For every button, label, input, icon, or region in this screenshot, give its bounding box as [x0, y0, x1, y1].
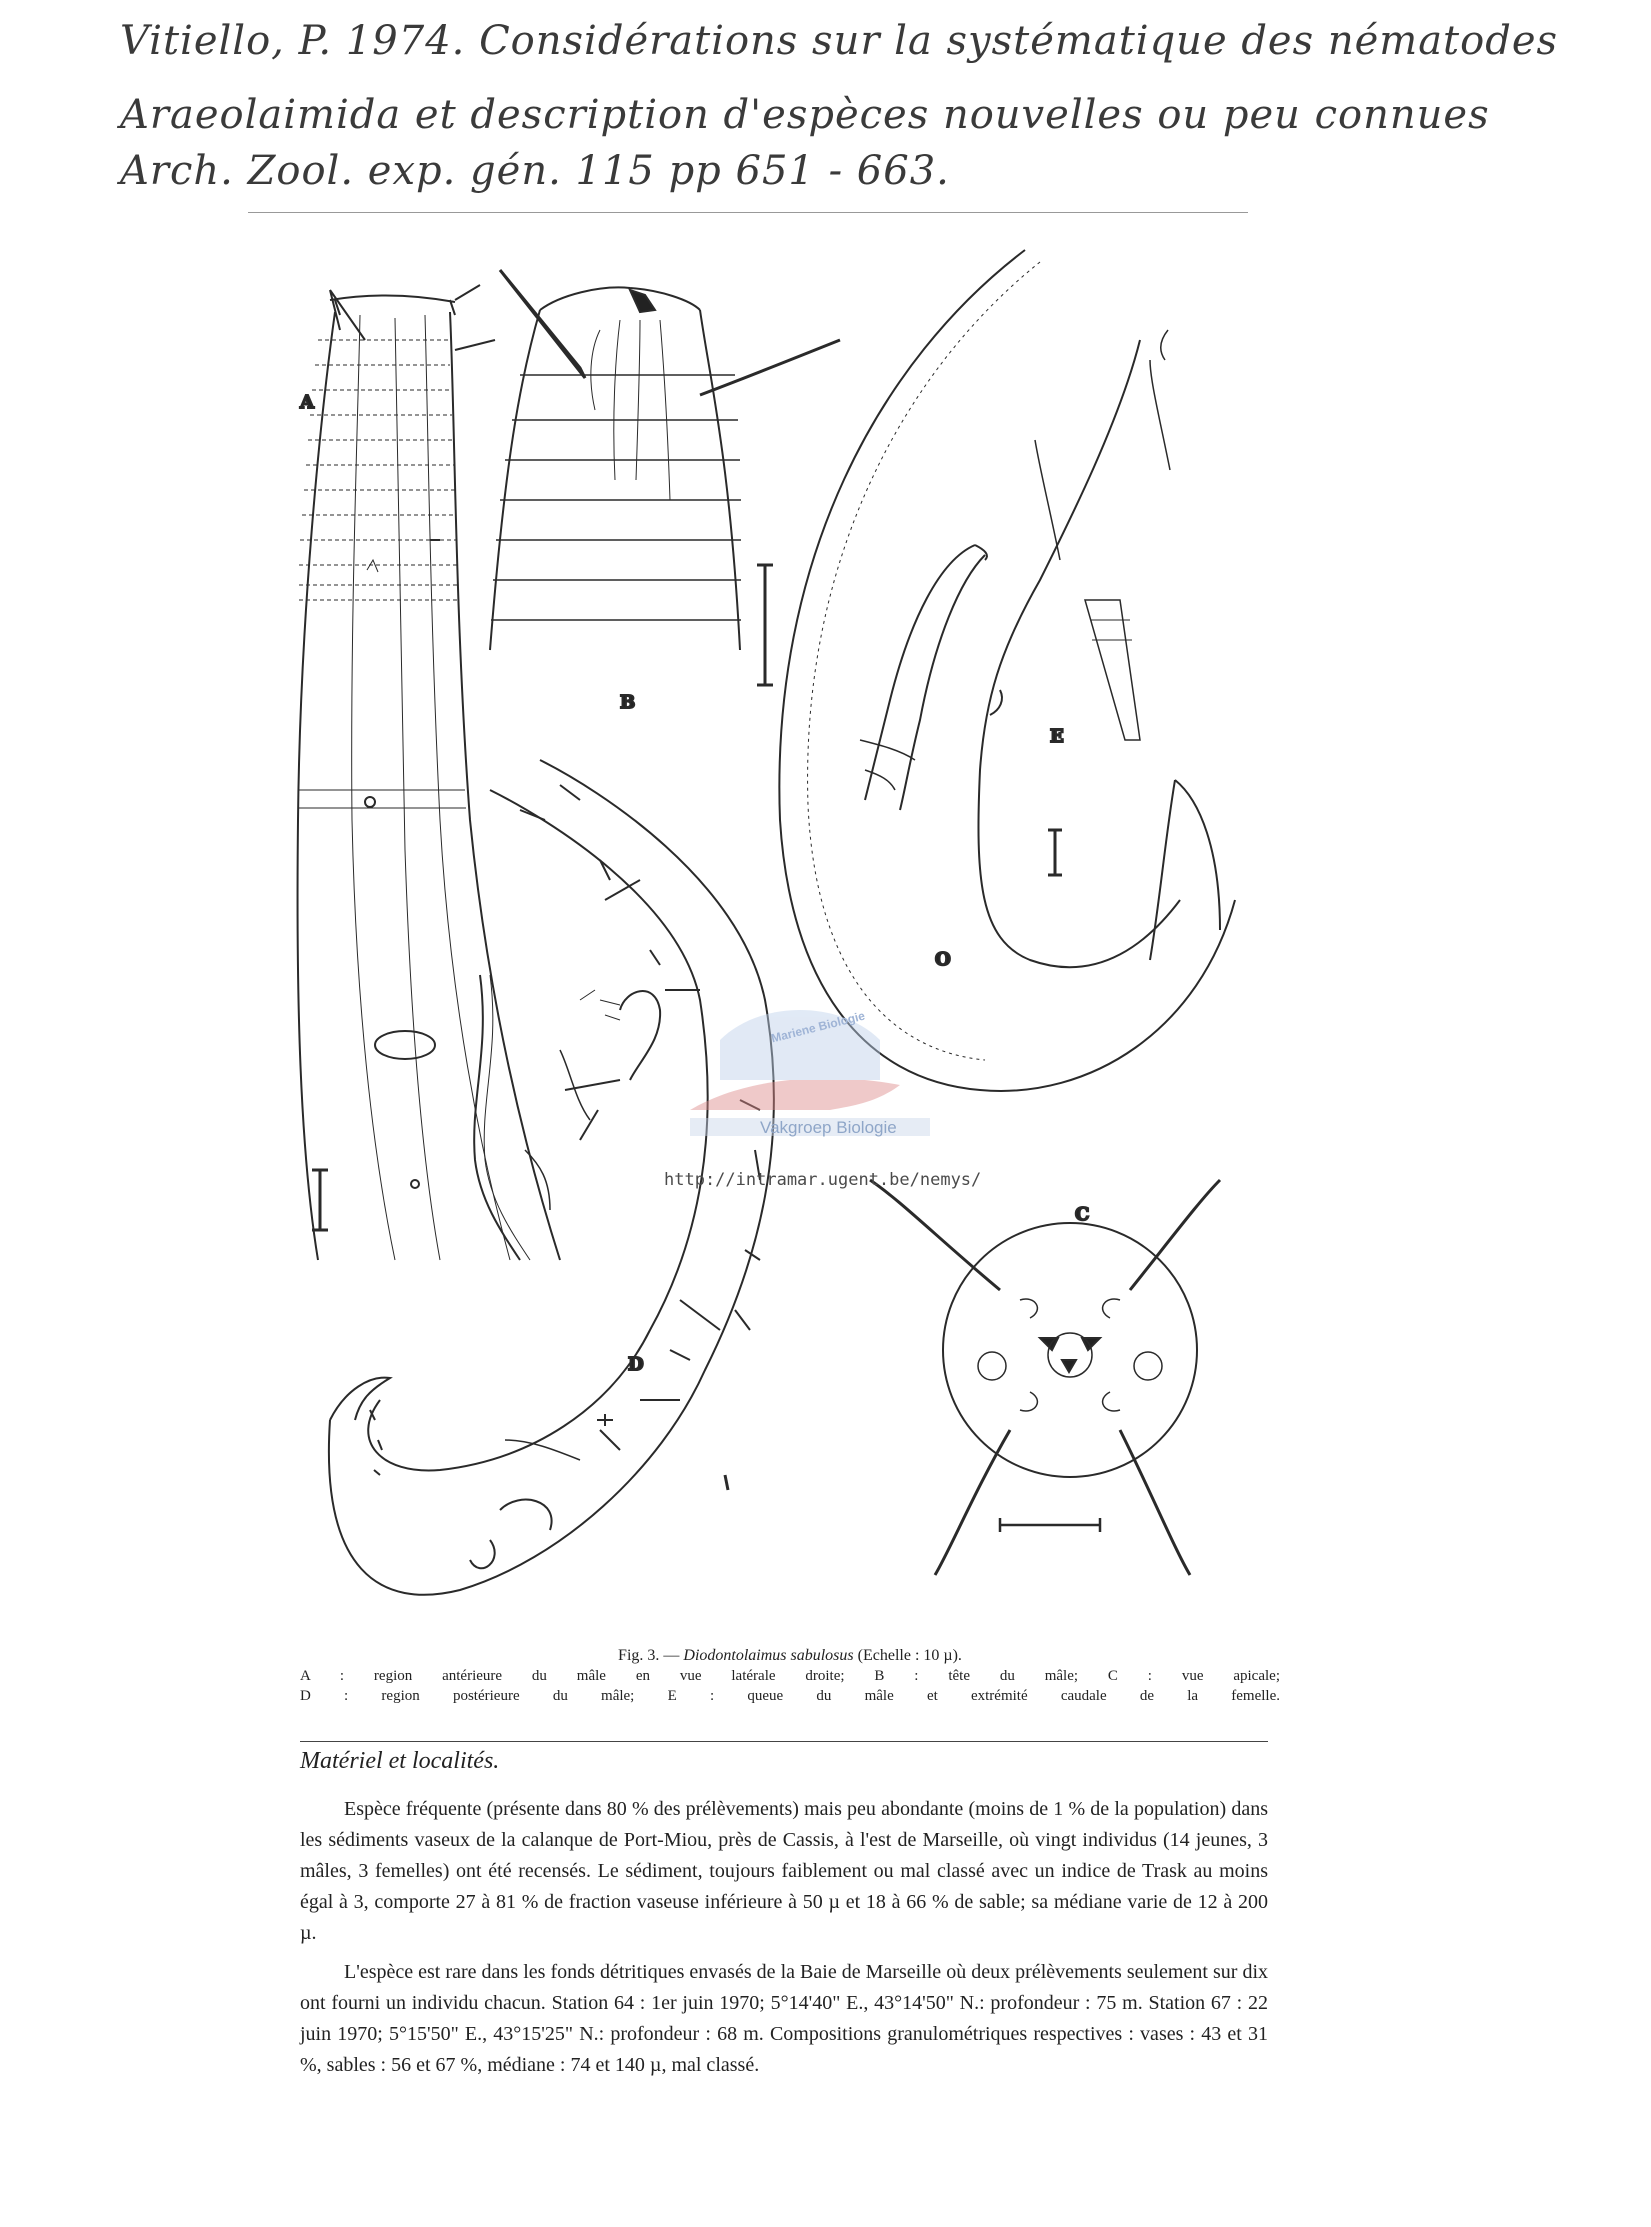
section-title: Matériel et localités. — [300, 1748, 500, 1774]
handwritten-reference-line-2: Araeolaimida et description d'espèces nouvelles ou peu connues — [120, 92, 1490, 138]
panel-label-c: C — [1075, 1204, 1090, 1225]
figure-caption — [300, 1646, 1280, 1706]
panel-c-apical-view — [870, 1180, 1220, 1575]
panel-label-d: D — [628, 1354, 644, 1375]
caption-line-2: A : region antérieure du mâle en vue latérale droite; B : tête du mâle; C : vue apicale; — [300, 1668, 1280, 1684]
panel-a-anterior-region — [298, 285, 560, 1260]
handwritten-reference-line-3: Arch. Zool. exp. gén. 115 pp 651 - 663. — [120, 148, 950, 194]
caption-scale: (Echelle : 10 µ). — [857, 1647, 962, 1664]
watermark-url: http://intramar.ugent.be/nemys/ — [664, 1170, 982, 1190]
caption-fig-label: Fig. 3. — — [618, 1647, 680, 1664]
panel-label-b: B — [620, 692, 636, 713]
caption-divider — [300, 1741, 1268, 1742]
caption-line-3: D : region postérieure du mâle; E : queue du mâle et extrémité caudale de la femelle. — [300, 1688, 1280, 1704]
panel-b-head — [490, 270, 840, 685]
caption-species: Diodontolaimus sabulosus — [683, 1647, 854, 1664]
body-paragraph-1: Espèce fréquente (présente dans 80 % des prélèvements) mais peu abondante (moins de 1 % de la population) dans les sédiments vaseux de la calanque de Port-Miou, près de Cassis, à l'est de Marseille, où vingt individus (14 jeunes, 3 mâles, 3 femelles) ont été recensés. Le sédiment, toujours faiblement ou mal classé avec un indice de Trask au moins égal à 3, comporte 27 à 81 % de fraction vaseuse inférieure à 50 µ et 18 à 66 % de sable; sa médiane varie de 12 à 200 µ. — [300, 1798, 1268, 1944]
watermark-tag-mariene: Mariene Biologie — [769, 1008, 867, 1046]
watermark-tag-vakgroep: Vakgroep Biologie — [760, 1118, 897, 1137]
panel-label-a: A — [300, 392, 314, 413]
panel-label-e: E — [1050, 726, 1064, 747]
panel-o-tail-curve — [779, 250, 1235, 1091]
panel-label-o: O — [935, 949, 951, 970]
handwritten-reference-line-1: Vitiello, P. 1974. Considérations sur la systématique des nématodes — [120, 18, 1559, 64]
caption-line-1 — [300, 1646, 1280, 1666]
section-body — [300, 1794, 1268, 2089]
body-paragraph-2: L'espèce est rare dans les fonds détritiques envasés de la Baie de Marseille où deux prélèvements seulement sur dix ont fourni un individu chacun. Station 64 : 1er juin 1970; 5°14'40" E., 43°14'50" N.: profondeur : 75 m. Station 67 : 22 juin 1970; 5°15'50" E., 43°15'25" N.: profondeur : 68 m. Compositions granulométriques respectives : vases : 43 et 31 %, sables : 56 et 67 %, médiane : 74 et 140 µ, mal classé. — [300, 1961, 1268, 2076]
